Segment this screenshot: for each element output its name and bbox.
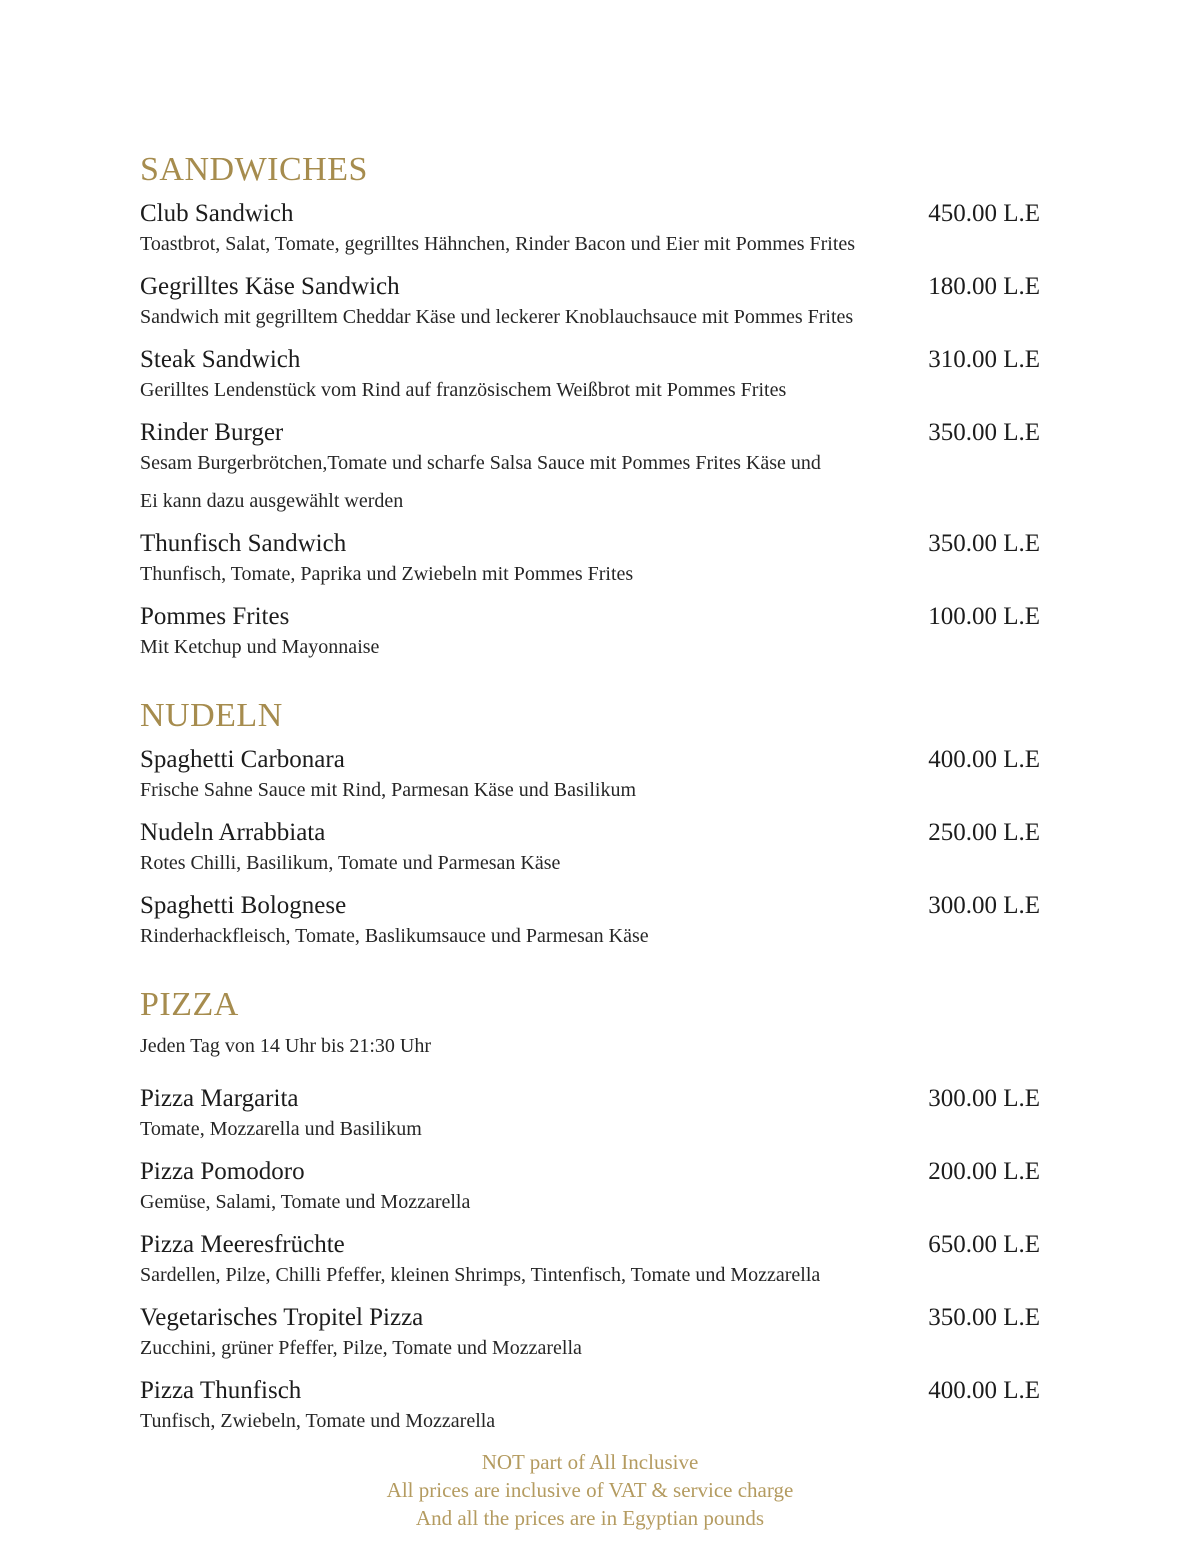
footer-line: All prices are inclusive of VAT & service charge — [386, 1478, 794, 1502]
item-description: Gemüse, Salami, Tomate und Mozzarella — [140, 1191, 471, 1213]
item-name: Nudeln Arrabbiata — [140, 819, 326, 846]
section-pizza — [140, 985, 1040, 1434]
menu-item — [140, 1229, 1040, 1288]
item-description: Mit Ketchup und Mayonnaise — [140, 636, 380, 658]
item-price: 200.00 L.E — [928, 1158, 1040, 1185]
item-name: Pizza Pomodoro — [140, 1158, 305, 1185]
item-price: 350.00 L.E — [928, 530, 1040, 557]
item-description: Rinderhackfleisch, Tomate, Baslikumsauce und Parmesan Käse — [140, 925, 649, 947]
item-price: 350.00 L.E — [928, 419, 1040, 446]
item-name: Steak Sandwich — [140, 346, 301, 373]
menu-item — [140, 1083, 1040, 1142]
section-sandwiches — [140, 150, 1040, 660]
menu-item — [140, 744, 1040, 803]
item-name: Pizza Thunfisch — [140, 1377, 302, 1404]
item-price: 650.00 L.E — [928, 1231, 1040, 1258]
section-nudeln — [140, 696, 1040, 949]
item-price: 300.00 L.E — [928, 1085, 1040, 1112]
item-price: 450.00 L.E — [928, 200, 1040, 227]
menu-item — [140, 817, 1040, 876]
item-name: Pizza Margarita — [140, 1085, 299, 1112]
item-price: 100.00 L.E — [928, 603, 1040, 630]
item-name: Pommes Frites — [140, 603, 290, 630]
item-description: Sesam Burgerbrötchen,Tomate und scharfe Salsa Sauce mit Pommes Frites Käse und — [140, 452, 821, 474]
item-description: Sandwich mit gegrilltem Cheddar Käse und leckerer Knoblauchsauce mit Pommes Frites — [140, 306, 854, 328]
item-description: Thunfisch, Tomate, Paprika und Zwiebeln mit Pommes Frites — [140, 563, 634, 585]
item-name: Rinder Burger — [140, 419, 284, 446]
item-price: 400.00 L.E — [928, 1377, 1040, 1404]
menu-item — [140, 1302, 1040, 1361]
item-description: Toastbrot, Salat, Tomate, gegrilltes Hähnchen, Rinder Bacon und Eier mit Pommes Frites — [140, 233, 856, 255]
item-price: 300.00 L.E — [928, 892, 1040, 919]
item-name: Pizza Meeresfrüchte — [140, 1231, 345, 1258]
item-description: Rotes Chilli, Basilikum, Tomate und Parmesan Käse — [140, 852, 561, 874]
menu-item — [140, 417, 1040, 514]
item-description: Tunfisch, Zwiebeln, Tomate und Mozzarella — [140, 1410, 496, 1432]
menu-item — [140, 1156, 1040, 1215]
item-name: Gegrilltes Käse Sandwich — [140, 273, 400, 300]
menu-item — [140, 601, 1040, 660]
item-price: 310.00 L.E — [928, 346, 1040, 373]
footer-notes — [140, 1448, 1040, 1532]
section-title: SANDWICHES — [140, 151, 368, 188]
section-title: NUDELN — [140, 697, 283, 734]
item-description: Frische Sahne Sauce mit Rind, Parmesan Käse und Basilikum — [140, 779, 637, 801]
item-name: Club Sandwich — [140, 200, 294, 227]
menu-item — [140, 344, 1040, 403]
item-price: 180.00 L.E — [928, 273, 1040, 300]
item-description: Gerilltes Lendenstück vom Rind auf französischem Weißbrot mit Pommes Frites — [140, 379, 787, 401]
item-price: 400.00 L.E — [928, 746, 1040, 773]
menu-item — [140, 528, 1040, 587]
item-description: Tomate, Mozzarella und Basilikum — [140, 1118, 422, 1140]
item-price: 350.00 L.E — [928, 1304, 1040, 1331]
item-name: Thunfisch Sandwich — [140, 530, 347, 557]
item-description: Sardellen, Pilze, Chilli Pfeffer, kleinen Shrimps, Tintenfisch, Tomate und Mozzarella — [140, 1264, 821, 1286]
footer-line: And all the prices are in Egyptian pounds — [415, 1506, 765, 1530]
section-title: PIZZA — [140, 986, 239, 1023]
menu-item — [140, 1375, 1040, 1434]
item-name: Spaghetti Carbonara — [140, 746, 345, 773]
menu-item — [140, 271, 1040, 330]
item-price: 250.00 L.E — [928, 819, 1040, 846]
menu-item — [140, 890, 1040, 949]
menu-item — [140, 198, 1040, 257]
section-availability-note: Jeden Tag von 14 Uhr bis 21:30 Uhr — [140, 1035, 431, 1057]
item-description: Ei kann dazu ausgewählt werden — [140, 490, 404, 512]
item-name: Vegetarisches Tropitel Pizza — [140, 1304, 424, 1331]
item-description: Zucchini, grüner Pfeffer, Pilze, Tomate und Mozzarella — [140, 1337, 582, 1359]
menu-page — [140, 0, 1040, 1532]
footer-line: NOT part of All Inclusive — [481, 1450, 699, 1474]
item-name: Spaghetti Bolognese — [140, 892, 347, 919]
